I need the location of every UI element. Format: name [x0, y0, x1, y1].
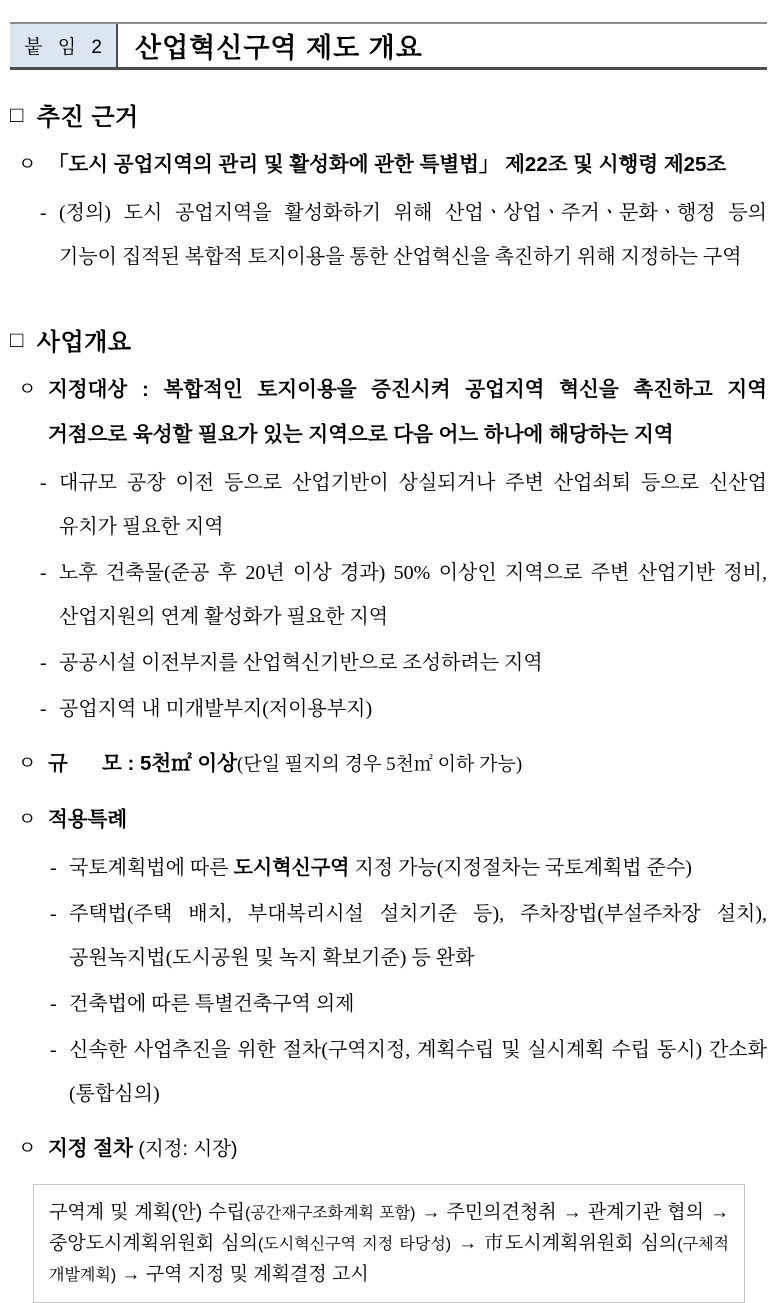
procedure-step-note: (공간재구조화계획 포함) — [245, 1205, 416, 1222]
square-marker-icon: □ — [10, 101, 24, 127]
page-title: 산업혁신구역 제도 개요 — [135, 33, 423, 63]
special-item-text: 건축법에 따른 특별건축구역 의제 — [69, 993, 355, 1015]
dash-bullet-icon: - — [50, 857, 57, 879]
procedure-paren-text: (지정: 시장) — [138, 1138, 238, 1160]
dash-bullet-icon: - — [40, 562, 47, 584]
procedure-flow-box — [33, 1184, 745, 1303]
circle-bullet-icon: ㅇ — [18, 379, 37, 400]
scale-bold-text: 규 모 : 5천㎡ 이상 — [48, 752, 238, 775]
circle-bullet-icon: ㅇ — [18, 809, 37, 830]
procedure-step-note: (도시혁신구역 지정 타당성) — [257, 1236, 452, 1253]
dash-bullet-icon: - — [40, 202, 47, 224]
scale-item — [18, 741, 767, 787]
special-item-4 — [50, 1028, 767, 1116]
law-text: 「도시 공업지역의 관리 및 활성화에 관한 특별법」 제22조 및 시행령 제25조 — [48, 153, 727, 176]
section-gap — [10, 281, 767, 295]
scale-text — [48, 741, 767, 787]
circle-bullet-icon: ㅇ — [18, 753, 37, 774]
target-item-text: 대규모 공장 이전 등으로 산업기반이 상실되거나 주변 산업쇠퇴 등으로 신산업 유치가 필요한 지역 — [59, 472, 767, 538]
special-item-text: 주택법(주택 배치, 부대복리시설 설치기준 등), 주차장법(부설주차장 설치), 공원녹지법(도시공원 및 녹지 확보기준) 등 완화 — [69, 903, 767, 969]
special-item-3 — [50, 982, 767, 1026]
target-item-2 — [40, 551, 767, 639]
procedure-step-text: → 구역 지정 및 계획결정 고시 — [116, 1264, 369, 1285]
dash-bullet-icon: - — [50, 993, 57, 1015]
procedure-step-note: (구체적 개발계획) — [49, 1236, 729, 1284]
section-heading-overview — [10, 322, 767, 357]
procedure-text — [48, 1126, 767, 1172]
section-heading-label: 사업개요 — [36, 329, 132, 356]
dash-bullet-icon: - — [40, 698, 47, 720]
special-item-1 — [50, 846, 767, 890]
procedure-step-text: → 市도시계획위원회 심의 — [451, 1233, 678, 1254]
circle-bullet-icon: ㅇ — [18, 1138, 37, 1159]
designation-target-item — [18, 367, 767, 457]
special-item-text: 신속한 사업추진을 위한 절차(구역지정, 계획수립 및 실시계획 수립 동시) 간소화(통합심의) — [69, 1039, 767, 1105]
procedure-label: 지정 절차 — [48, 1137, 133, 1160]
special-provisions-item — [18, 797, 767, 842]
special-item-2 — [50, 892, 767, 980]
circle-bullet-icon: ㅇ — [18, 154, 37, 175]
target-item-text: 공공시설 이전부지를 산업혁신기반으로 조성하려는 지역 — [59, 652, 543, 674]
section-heading-basis — [10, 97, 767, 132]
target-item-4 — [40, 687, 767, 731]
square-marker-icon: □ — [10, 326, 24, 352]
document-header — [10, 22, 767, 70]
procedure-item — [18, 1126, 767, 1172]
definition-item — [40, 191, 767, 279]
target-item-text: 공업지역 내 미개발부지(저이용부지) — [59, 698, 373, 720]
target-item-3 — [40, 641, 767, 685]
attachment-badge: 붙 임 2 — [10, 24, 118, 67]
section-heading-label: 추진 근거 — [36, 104, 139, 131]
scale-paren-text: (단일 필지의 경우 5천㎡ 이하 가능) — [237, 754, 523, 775]
dash-bullet-icon: - — [50, 903, 57, 925]
dash-bullet-icon: - — [40, 472, 47, 494]
special-item-1-pre: 국토계획법에 따른 — [69, 857, 234, 879]
special-item-1-bold: 도시혁신구역 — [233, 857, 350, 879]
law-item — [18, 142, 767, 187]
special-item-1-post: 지정 가능(지정절차는 국토계획법 준수) — [349, 857, 692, 879]
special-item-text — [69, 846, 767, 890]
dash-bullet-icon: - — [50, 1039, 57, 1061]
special-provisions-label: 적용특례 — [48, 808, 128, 831]
procedure-step-text: → 주민의견청취 → 관계기관 협의 → 중앙도시계획위원회 심의 — [49, 1202, 729, 1254]
target-item-1 — [40, 461, 767, 549]
definition-text: (정의) 도시 공업지역을 활성화하기 위해 산업ㆍ상업ㆍ주거ㆍ문화ㆍ행정 등의 기능이 집적된 복합적 토지이용을 통한 산업혁신을 촉진하기 위해 지정하는 구역 — [59, 202, 767, 268]
dash-bullet-icon: - — [40, 652, 47, 674]
procedure-step-text: 구역계 및 계획(안) 수립 — [49, 1202, 245, 1223]
designation-target-text: 지정대상 : 복합적인 토지이용을 증진시켜 공업지역 혁신을 촉진하고 지역 거점으로 육성할 필요가 있는 지역으로 다음 어느 하나에 해당하는 지역 — [48, 378, 767, 446]
target-item-text: 노후 건축물(준공 후 20년 이상 경과) 50% 이상인 지역으로 주변 산업기반 정비, 산업지원의 연계 활성화가 필요한 지역 — [59, 562, 767, 628]
